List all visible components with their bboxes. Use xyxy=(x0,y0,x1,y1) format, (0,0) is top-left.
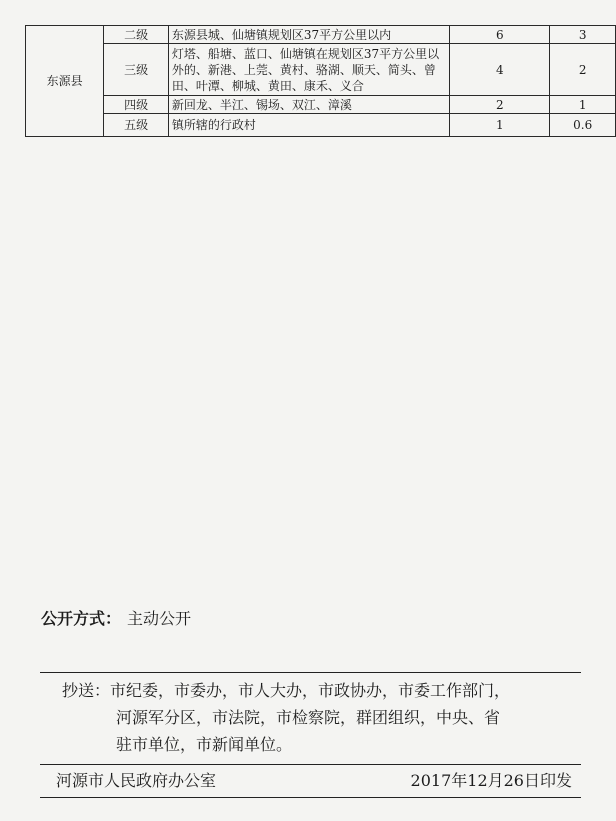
area-text: 新回龙、半江、锡场、双江、漳溪 xyxy=(171,97,352,112)
cc-line: 驻市单位，市新闻单位。 xyxy=(116,735,293,754)
divider-line xyxy=(40,764,581,765)
area-text: 镇所辖的行政村 xyxy=(171,118,256,132)
value-cell-1: 2 xyxy=(450,96,550,114)
value-cell-1: 1 xyxy=(450,114,550,137)
value-cell-2: 0.6 xyxy=(550,114,616,137)
table-row xyxy=(26,96,616,114)
cc-label: 抄送： xyxy=(62,681,111,700)
disclosure-value: 主动公开 xyxy=(127,609,192,628)
value-cell-2: 3 xyxy=(550,26,616,44)
table-row xyxy=(26,26,616,44)
value-cell-1: 6 xyxy=(450,26,550,44)
area-cell xyxy=(168,44,450,96)
county-cell: 东源县 xyxy=(26,26,104,137)
value-cell-2: 1 xyxy=(550,96,616,114)
divider-line xyxy=(40,797,581,798)
area-cell xyxy=(168,96,450,114)
area-cell xyxy=(168,26,450,44)
issuing-office: 河源市人民政府办公室 xyxy=(56,771,217,790)
area-text: 东源县城、仙塘镇规划区37平方公里以内 xyxy=(171,27,392,42)
issue-date: 2017年12月26日印发 xyxy=(410,771,572,790)
level-cell: 四级 xyxy=(104,96,168,114)
divider-line xyxy=(40,672,581,673)
table-row xyxy=(26,44,616,96)
area-text: 灯塔、船塘、蓝口、仙塘镇在规划区37平方公里以外的、新港、上莞、黄村、骆湖、顺天、简头、曾田、叶潭、柳城、黄田、康禾、义合 xyxy=(171,46,440,93)
level-cell: 二级 xyxy=(104,26,168,44)
cc-block xyxy=(62,677,582,758)
level-cell: 五级 xyxy=(104,114,168,137)
area-cell xyxy=(168,114,450,137)
cc-line: 河源军分区，市法院，市检察院，群团组织，中央、省 xyxy=(116,708,501,727)
table-row xyxy=(26,114,616,137)
disclosure-method xyxy=(41,608,191,630)
level-cell: 三级 xyxy=(104,44,168,96)
value-cell-2: 2 xyxy=(550,44,616,96)
fee-level-table xyxy=(25,25,616,137)
disclosure-label: 公开方式： xyxy=(41,609,122,628)
cc-recipients: 市纪委，市委办，市人大办，市政协办，市委工作部门， xyxy=(110,681,511,700)
value-cell-1: 4 xyxy=(450,44,550,96)
cc-line xyxy=(62,677,582,704)
